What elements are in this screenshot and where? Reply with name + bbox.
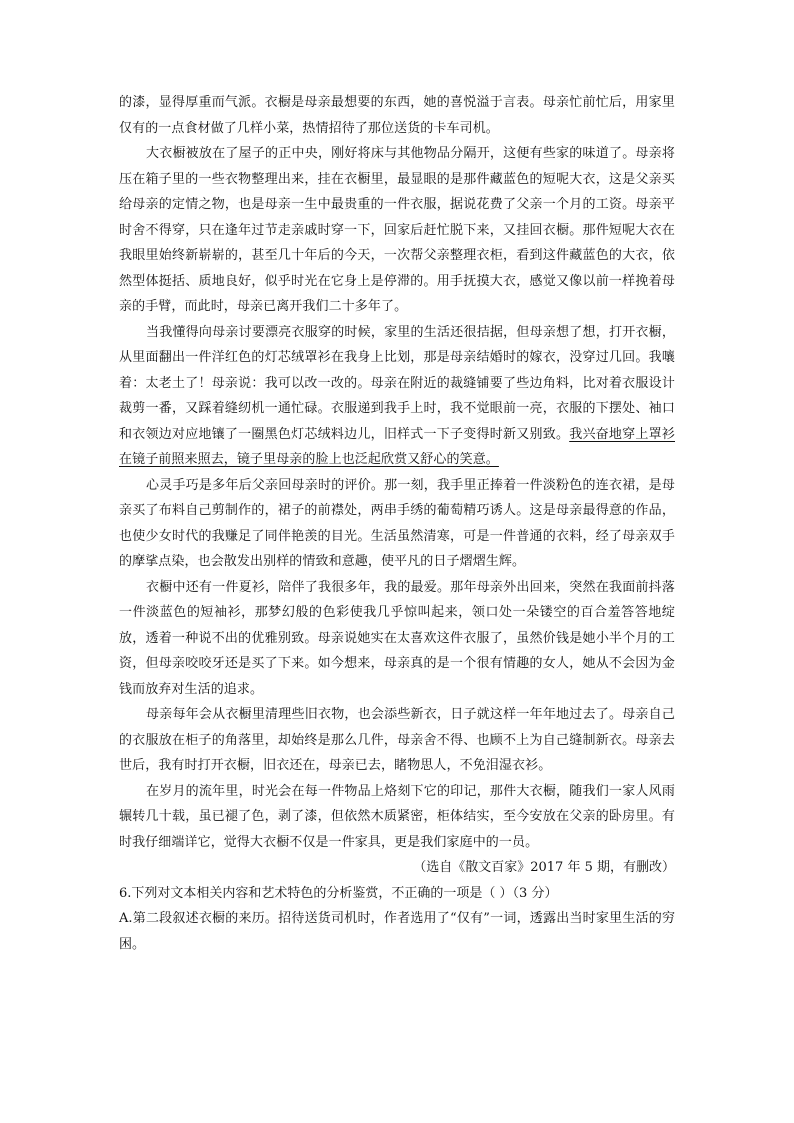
document-page [119,90,675,957]
paragraph-5: 衣橱中还有一件夏衫，陪伴了我很多年，我的最爱。那年母亲外出回来，突然在我面前抖落一件淡蓝色的短袖衫，那梦幻般的色彩使我几乎惊叫起来，领口处一朵镂空的百合羞答答地绽放，透着一种说不出的优雅别致。母亲说她实在太喜欢这件衣服了，虽然价钱是她小半个月的工资，但母亲咬咬牙还是买了下来。如今想来，母亲真的是一个很有情趣的女人，她从不会因为金钱而放弃对生活的追求。 [119,579,675,697]
paragraph-6: 母亲每年会从衣橱里清理些旧衣物，也会添些新衣，日子就这样一年年地过去了。母亲自己的衣服放在柜子的角落里，却始终是那么几件，母亲舍不得、也顾不上为自己缝制新衣。母亲去世后，我有时打开衣橱，旧衣还在，母亲已去，睹物思人，不免泪湿衣衫。 [119,707,675,773]
paragraph-3-text: 当我懂得向母亲讨要漂亮衣服穿的时候，家里的生活还很拮据，但母亲想了想，打开衣橱，从里面翻出一件洋红色的灯芯绒罩衫在我身上比划，那是母亲结婚时的嫁衣，没穿过几回。我嚷着：太老土了！母亲说：我可以改一改的。母亲在附近的裁缝铺要了些边角料，比对着衣服设计裁剪一番，又踩着缝纫机一通忙碌。衣服递到我手上时，我不觉眼前一亮，衣服的下摆处、袖口和衣领边对应地镶了一圈黑色灯芯绒料边儿，旧样式一下子变得时新又别致。 [119,324,675,442]
option-a: A.第二段叙述衣橱的来历。招待送货司机时，作者选用了“仅有”一词，透露出当时家里生活的穷困。 [119,911,675,952]
source-citation: （选自《散文百家》2017 年 5 期，有删改） [413,860,675,875]
paragraph-2: 大衣橱被放在了屋子的正中央，刚好将床与其他物品分隔开，这便有些家的味道了。母亲将压在箱子里的一些衣物整理出来，挂在衣橱里，最显眼的是那件藏蓝色的短呢大衣，这是父亲买给母亲的定情之物，也是母亲一生中最贵重的一件衣服，据说花费了父亲一个月的工资。母亲平时舍不得穿，只在逢年过节走亲戚时穿一下，回家后赶忙脱下来，又挂回衣橱。那件短呢大衣在我眼里始终新崭崭的，甚至几十年后的今天，一次帮父亲整理衣柜，看到这件藏蓝色的大衣，依然型体挺括、质地良好，似乎时光在它身上是停滞的。用手抚摸大衣，感觉又像以前一样挽着母亲的手臂，而此时，母亲已离开我们二十多年了。 [119,146,675,314]
paragraph-1: 的漆，显得厚重而气派。衣橱是母亲最想要的东西，她的喜悦溢于言表。母亲忙前忙后，用家里仅有的一点食材做了几样小菜，热情招待了那位送货的卡车司机。 [119,95,675,136]
paragraph-4: 心灵手巧是多年后父亲回母亲时的评价。那一刻，我手里正捧着一件淡粉色的连衣裙，是母亲买了布料自己剪制作的，裙子的前襟处，两串手绣的葡萄精巧诱人。这是母亲最得意的作品，也使少女时代的我赚足了同伴艳羡的目光。生活虽然清寒，可是一件普通的衣料，经了母亲双手的摩挲点染，也会散发出别样的情致和意趣，使平凡的日子熠熠生辉。 [119,477,675,569]
question-stem: 6.下列对文本相关内容和艺术特色的分析鉴赏，不正确的一项是（ ）（3 分） [119,885,558,901]
underlined-sentence: 我兴奋地穿上罩衫在镜子前照来照去，镜子里母亲的脸上也泛起欣赏又舒心的笑意。 [119,426,675,467]
paragraph-7: 在岁月的流年里，时光会在每一件物品上烙刻下它的印记，那件大衣橱，随我们一家人风雨辗转几十载，虽已褪了色，剥了漆，但依然木质紧密，柜体结实，至今安放在父亲的卧房里。有时我仔细端详它，觉得大衣橱不仅是一件家具，更是我们家庭中的一员。 [119,783,675,850]
paragraph-3 [119,320,675,473]
